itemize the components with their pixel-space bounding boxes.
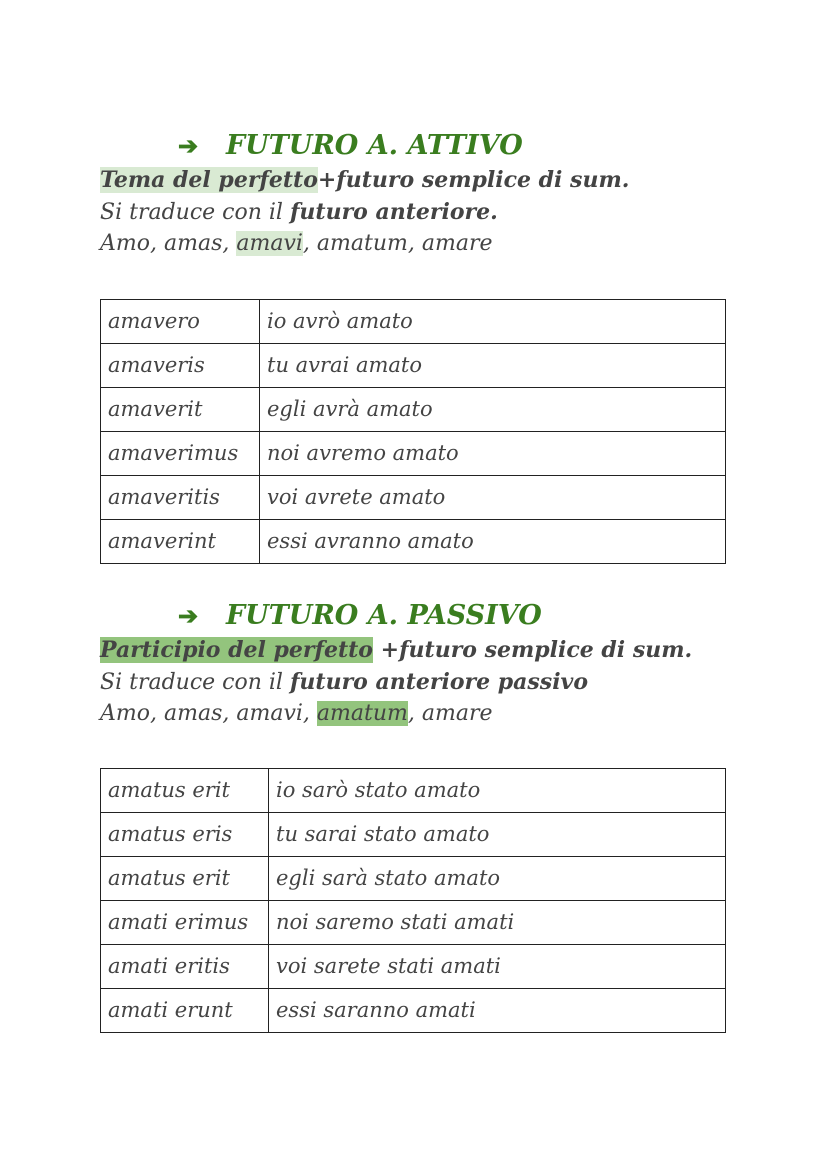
table-row [101,901,726,945]
table-row [101,857,726,901]
table-row [101,989,726,1033]
principal-parts [100,698,726,730]
latin-form: amati erimus [101,901,269,945]
arrow-right-icon: ➔ [178,601,199,630]
italian-translation: io sarò stato amato [269,769,726,813]
parts-after: , amare [407,701,493,726]
parts-after: , amatum, amare [302,231,493,256]
italian-translation: io avrò amato [260,300,726,344]
table-row [101,476,726,520]
latin-form: amaveris [101,344,260,388]
section-futuro-attivo [100,128,726,260]
italian-translation: voi avrete amato [260,476,726,520]
latin-form: amaveritis [101,476,260,520]
italian-translation: essi saranno amati [269,989,726,1033]
formation-rule [100,164,726,196]
translation-bold: futuro anteriore. [289,199,498,225]
italian-translation: essi avranno amato [260,520,726,564]
table-row [101,945,726,989]
latin-form: amatus erit [101,769,269,813]
formation-rule [100,634,726,666]
italian-translation: egli avrà amato [260,388,726,432]
translation-bold: futuro anteriore passivo [289,669,589,695]
table-row [101,344,726,388]
latin-form: amaverit [101,388,260,432]
table-row [101,769,726,813]
latin-form: amatus eris [101,813,269,857]
parts-before: Amo, amas, [100,231,237,256]
principal-parts [100,228,726,260]
section-heading [178,128,726,164]
italian-translation: noi avremo amato [260,432,726,476]
latin-form: amavero [101,300,260,344]
arrow-right-icon: ➔ [178,131,199,160]
heading-text: FUTURO A. ATTIVO [226,130,523,161]
section-futuro-passivo [100,598,726,730]
highlight-amavi: amavi [236,231,303,256]
latin-form: amati eritis [101,945,269,989]
italian-translation: voi sarete stati amati [269,945,726,989]
section-heading [178,598,726,634]
translation-note [100,196,726,228]
highlight-tema-perfetto: Tema del perfetto [100,167,318,193]
translation-note [100,666,726,698]
highlight-amatum: amatum [316,701,408,726]
latin-form: amatus erit [101,857,269,901]
formation-rest: +futuro semplice di sum. [372,637,693,663]
italian-translation: egli sarà stato amato [269,857,726,901]
italian-translation: tu sarai stato amato [269,813,726,857]
italian-translation: tu avrai amato [260,344,726,388]
table-row [101,388,726,432]
table-row [101,432,726,476]
italian-translation: noi saremo stati amati [269,901,726,945]
table-row [101,813,726,857]
latin-form: amati erunt [101,989,269,1033]
highlight-participio-perfetto: Participio del perfetto [100,637,373,663]
translation-prefix: Si traduce con il [100,670,290,695]
latin-form: amaverimus [101,432,260,476]
conjugation-table-attivo [100,299,726,564]
latin-form: amaverint [101,520,260,564]
formation-rest: +futuro semplice di sum. [317,167,630,193]
conjugation-table-passivo [100,768,726,1033]
table-row [101,300,726,344]
translation-prefix: Si traduce con il [100,200,290,225]
heading-text: FUTURO A. PASSIVO [226,600,542,631]
parts-before: Amo, amas, amavi, [100,701,317,726]
table-row [101,520,726,564]
